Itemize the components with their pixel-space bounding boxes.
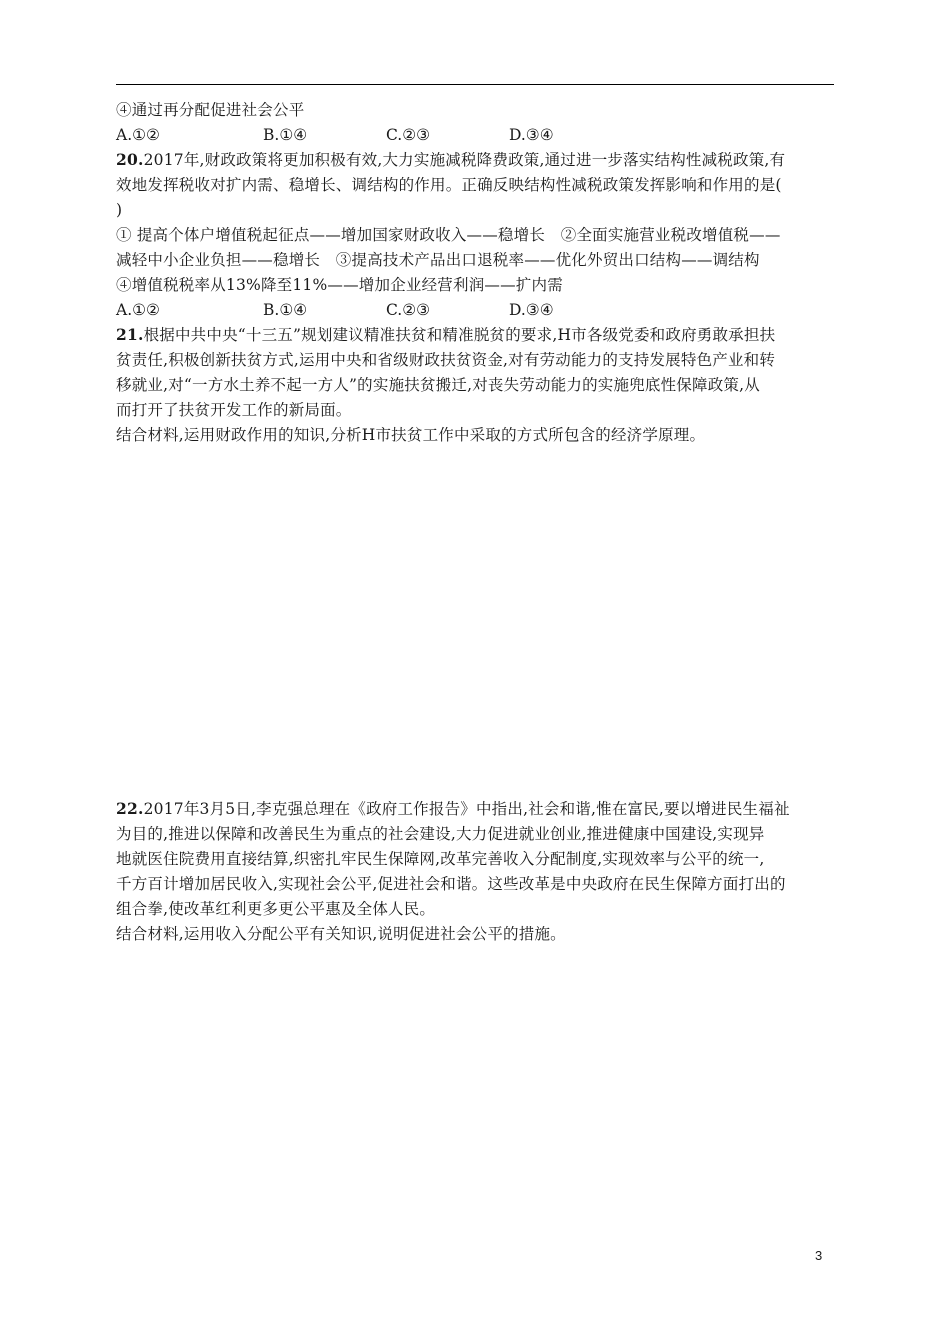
q22-stem-line-4: 千方百计增加居民收入,实现社会公平,促进社会和谐。这些改革是中央政府在民生保障方面打出的: [116, 875, 786, 893]
page-number: 3: [815, 1248, 823, 1263]
q22-task: 结合材料,运用收入分配公平有关知识,说明促进社会公平的措施。: [116, 925, 566, 943]
q20-items-line-1: ① 提高个体户增值税起征点——增加国家财政收入——稳增长 ②全面实施营业税改增值税——: [116, 226, 781, 244]
q20-option-c: C.②③: [386, 301, 431, 319]
q20-option-d: D.③④: [509, 301, 554, 319]
q21-stem-line-4: 而打开了扶贫开发工作的新局面。: [116, 401, 352, 419]
q22-number: 22.: [116, 799, 144, 818]
q19-option-b: B.①④: [263, 126, 308, 144]
q19-option-c: C.②③: [386, 126, 431, 144]
q20-stem-line-3: ): [116, 201, 123, 219]
q21-stem-line-1: 21.根据中共中央“十三五”规划建议精准扶贫和精准脱贫的要求,H市各级党委和政府勇敢承担扶: [116, 325, 776, 344]
q19-option-d: D.③④: [509, 126, 554, 144]
q21-stem-line-3: 移就业,对“一方水土养不起一方人”的实施扶贫搬迁,对丧失劳动能力的实施兜底性保障政策,从: [116, 376, 760, 394]
q22-stem-line-1: 22.2017年3月5日,李克强总理在《政府工作报告》中指出,社会和谐,惟在富民,要以增进民生福祉: [116, 799, 790, 818]
q20-option-b: B.①④: [263, 301, 308, 319]
q20-items-line-2: 减轻中小企业负担——稳增长 ③提高技术产品出口退税率——优化外贸出口结构——调结构: [116, 251, 760, 269]
q19-item-4: ④通过再分配促进社会公平: [116, 101, 305, 119]
q20-option-a: A.①②: [116, 301, 160, 319]
q20-stem-line-2: 效地发挥税收对扩内需、稳增长、调结构的作用。正确反映结构性减税政策发挥影响和作用的是(: [116, 176, 782, 194]
q21-task: 结合材料,运用财政作用的知识,分析H市扶贫工作中采取的方式所包含的经济学原理。: [116, 426, 706, 444]
q20-items-line-3: ④增值税税率从13%降至11%——增加企业经营利润——扩内需: [116, 276, 563, 294]
q20-number: 20.: [116, 150, 144, 169]
q19-option-a: A.①②: [116, 126, 160, 144]
q22-stem-line-3: 地就医住院费用直接结算,织密扎牢民生保障网,改革完善收入分配制度,实现效率与公平的统一,: [116, 850, 765, 868]
q22-stem-line-5: 组合拳,使改革红利更多更公平惠及全体人民。: [116, 900, 436, 918]
header-rule: [116, 84, 834, 85]
q21-stem-line-2: 贫责任,积极创新扶贫方式,运用中央和省级财政扶贫资金,对有劳动能力的支持发展特色产业和转: [116, 351, 776, 369]
q20-stem-line-1: 20.2017年,财政政策将更加积极有效,大力实施减税降费政策,通过进一步落实结构性减税政策,有: [116, 150, 786, 169]
q22-stem-line-2: 为目的,推进以保障和改善民生为重点的社会建设,大力促进就业创业,推进健康中国建设,实现异: [116, 825, 765, 843]
q21-number: 21.: [116, 325, 144, 344]
